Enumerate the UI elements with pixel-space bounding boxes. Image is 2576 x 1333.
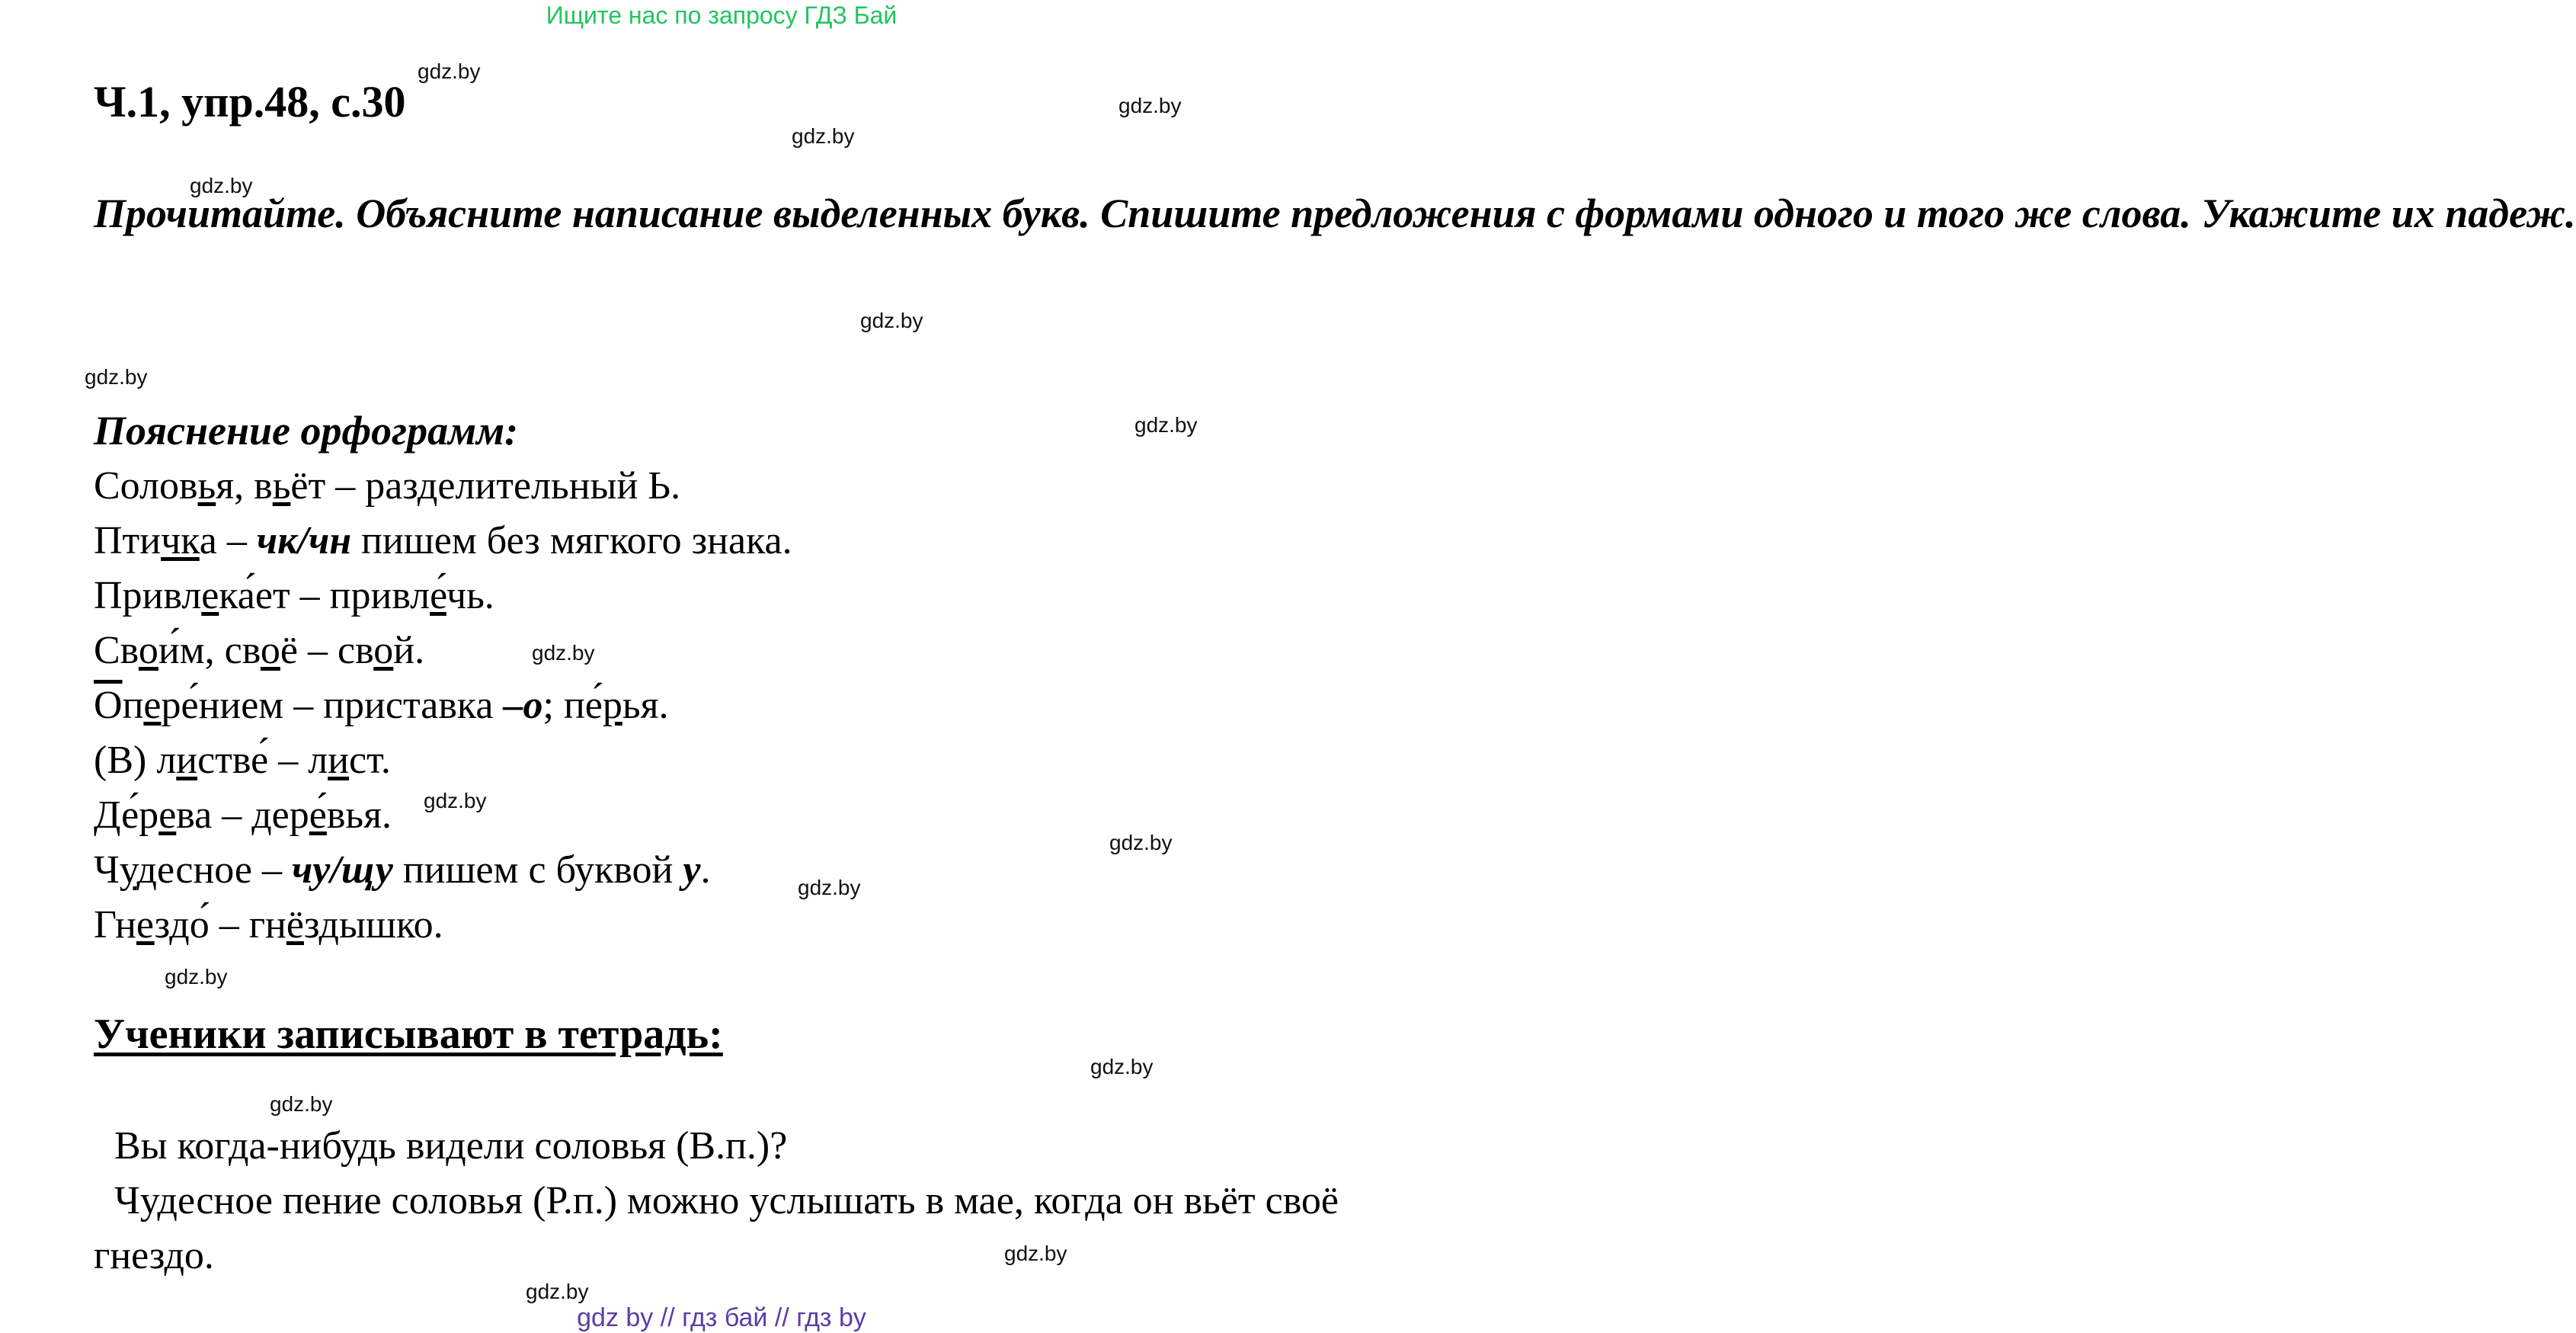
text: (В) л <box>94 739 177 782</box>
text: стве́ – л <box>197 739 328 782</box>
text: ; пе́ <box>542 684 603 727</box>
watermark: gdz.by <box>1004 1242 1067 1265</box>
text: й. <box>393 629 425 672</box>
footer-links[interactable]: gdz by // гдз бай // гдз by <box>577 1303 866 1332</box>
watermark: gdz.by <box>1109 831 1173 854</box>
text: ст. <box>349 739 391 782</box>
text: Де́р <box>94 793 159 837</box>
text: Пти <box>94 519 162 562</box>
text: десное – <box>136 848 292 892</box>
explanation-line <box>94 518 792 563</box>
explanation-line <box>94 628 424 673</box>
text: пишем без мягкого знака. <box>351 519 792 562</box>
highlighted-letter: е <box>158 793 177 837</box>
highlighted-letter: о <box>138 629 158 672</box>
watermark: gdz.by <box>792 124 855 148</box>
text: п <box>122 684 144 727</box>
text: а – <box>199 519 257 562</box>
text: пишем с буквой <box>392 848 683 892</box>
explanation-line <box>94 683 669 728</box>
text: я, в <box>216 464 273 508</box>
text: чь. <box>446 574 494 617</box>
top-search-hint[interactable]: Ищите нас по запросу ГДЗ Бай <box>546 2 898 29</box>
highlighted-letter: ё <box>286 903 304 947</box>
text: Солов <box>94 464 198 508</box>
explanation-line <box>94 793 392 838</box>
watermark: gdz.by <box>85 365 148 389</box>
text: ре́нием – приставка <box>161 684 504 727</box>
watermark: gdz.by <box>418 59 481 83</box>
task-text: Прочитайте. Объясните написание выделенных букв. Спишите предложения с формами одного и того же слова. Укажите их падеж. <box>94 191 2576 236</box>
text: . <box>700 848 711 892</box>
rule-text: у <box>683 848 701 892</box>
text: и́м, св <box>158 629 261 672</box>
watermark: gdz.by <box>424 789 487 812</box>
watermark: gdz.by <box>270 1092 333 1116</box>
highlighted-letter: и <box>328 739 350 782</box>
text: ка́ет – привл <box>219 574 430 617</box>
sentence: Вы когда-нибудь видели соловья (В.п.)? <box>114 1124 788 1168</box>
highlighted-letter: о <box>373 629 394 672</box>
watermark: gdz.by <box>532 641 595 665</box>
highlighted-letter: е́ <box>430 574 446 617</box>
watermark: gdz.by <box>1090 1055 1154 1078</box>
watermark: gdz.by <box>860 309 923 332</box>
highlighted-letter: е́ <box>309 793 327 837</box>
text: Св <box>94 629 139 672</box>
text: ёт – разделительный Ь. <box>290 464 681 508</box>
text: здо́ – гн <box>154 903 286 947</box>
text: здышко. <box>303 903 443 947</box>
highlighted-letter: у <box>119 848 137 892</box>
rule-text: –о <box>503 684 543 727</box>
text: ья. <box>622 684 669 727</box>
watermark: gdz.by <box>526 1280 589 1303</box>
highlighted-letter: е <box>201 574 219 617</box>
highlighted-letter: р <box>602 684 622 727</box>
highlighted-letter: е <box>143 684 162 727</box>
highlighted-letter: о <box>260 629 280 672</box>
explanation-heading: Пояснение орфограмм: <box>94 408 519 453</box>
watermark: gdz.by <box>1118 94 1182 117</box>
highlighted-letter: е <box>136 903 155 947</box>
watermark: gdz.by <box>1134 413 1198 437</box>
notebook-sentences <box>94 1119 1404 1283</box>
explanation-line <box>94 848 710 892</box>
notebook-heading: Ученики записывают в тетрадь: <box>94 1011 723 1058</box>
text: вья. <box>326 793 392 837</box>
explanation-line <box>94 902 443 947</box>
highlighted-letter: ь <box>197 464 216 508</box>
text: Привл <box>94 574 202 617</box>
page-title: Ч.1, упр.48, с.30 <box>94 77 406 127</box>
rule-text: чк/чн <box>256 519 352 562</box>
watermark: gdz.by <box>190 174 253 197</box>
highlighted-letter: ь <box>272 464 291 508</box>
watermark: gdz.by <box>798 876 861 899</box>
rule-text: чу/щу <box>292 848 393 892</box>
highlighted-letter: и <box>176 739 198 782</box>
explanation-line <box>94 463 680 508</box>
watermark: gdz.by <box>165 965 228 989</box>
prefix-letter: О <box>94 684 123 727</box>
text: ва – дер <box>176 793 309 837</box>
text: Гн <box>94 903 136 947</box>
text: ё – св <box>280 629 374 672</box>
explanation-line <box>94 738 391 783</box>
explanation-line <box>94 573 494 618</box>
text: Ч <box>94 848 120 892</box>
highlighted-letter: чк <box>161 519 200 562</box>
sentence: Чудесное пение соловья (Р.п.) можно услышать в мае, когда он вьёт своё гнездо. <box>94 1179 1339 1277</box>
